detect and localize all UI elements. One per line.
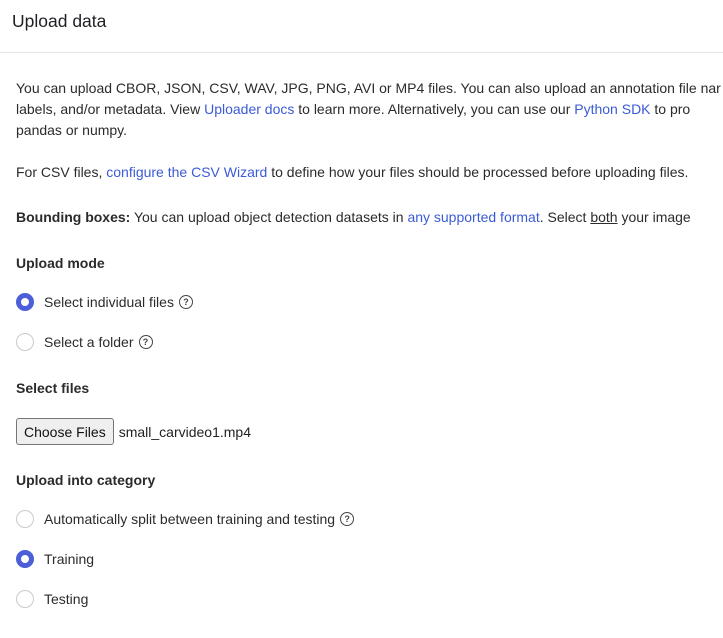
csv-text: to define how your files should be processed before uploading files.: [267, 164, 689, 180]
radio-select-folder[interactable]: [16, 331, 153, 353]
radio-label: Automatically split between training and testing: [44, 511, 336, 527]
bbox-text: . Select: [539, 209, 591, 225]
radio-button[interactable]: [16, 293, 34, 311]
bbox-text: You can upload object detection datasets in: [130, 209, 408, 225]
radio-label: Select individual files: [44, 294, 174, 310]
intro-paragraph: [16, 78, 721, 141]
radio-label: Training: [44, 551, 95, 567]
radio-button[interactable]: [16, 333, 34, 351]
select-files-label: Select files: [16, 380, 90, 396]
help-icon[interactable]: ?: [179, 295, 193, 309]
help-icon[interactable]: ?: [340, 512, 354, 526]
radio-select-individual-files[interactable]: [16, 291, 193, 313]
intro-text: labels, and/or metadata. View: [16, 101, 205, 117]
radio-label: Select a folder: [44, 334, 134, 350]
page-title: Upload data: [12, 11, 107, 31]
intro-text: to pro: [650, 101, 691, 117]
choose-files-button[interactable]: Choose Files: [16, 418, 114, 445]
bounding-boxes-label: Bounding boxes:: [16, 209, 131, 225]
radio-button[interactable]: [16, 510, 34, 528]
radio-testing[interactable]: [16, 588, 88, 610]
intro-line-1: You can upload CBOR, JSON, CSV, WAV, JPG, PNG, AVI or MP4 files. You can also upload an annotation file nar: [16, 80, 721, 96]
intro-line-2: [16, 99, 721, 120]
radio-button[interactable]: [16, 550, 34, 568]
csv-wizard-link[interactable]: configure the CSV Wizard: [106, 164, 268, 180]
intro-text: to learn more. Alternatively, you can use our: [294, 101, 575, 117]
upload-category-label: Upload into category: [16, 472, 156, 488]
help-icon[interactable]: ?: [139, 335, 153, 349]
selected-file-name: small_carvideo1.mp4: [118, 423, 251, 440]
csv-paragraph: [16, 162, 688, 183]
radio-button[interactable]: [16, 590, 34, 608]
radio-automatic-split[interactable]: [16, 508, 354, 530]
bbox-text: your image: [617, 209, 691, 225]
upload-form: [16, 78, 723, 638]
python-sdk-link[interactable]: Python SDK: [574, 101, 651, 117]
bounding-boxes-paragraph: [16, 207, 691, 228]
file-picker: [16, 418, 251, 445]
uploader-docs-link[interactable]: Uploader docs: [204, 101, 295, 117]
radio-label: Testing: [44, 591, 89, 607]
supported-format-link[interactable]: any supported format: [407, 209, 540, 225]
intro-line-3: pandas or numpy.: [16, 122, 128, 138]
upload-mode-label: Upload mode: [16, 255, 105, 271]
page-header: [0, 0, 723, 53]
bbox-both-text: both: [590, 209, 618, 225]
radio-training[interactable]: [16, 548, 94, 570]
csv-text: For CSV files,: [16, 164, 107, 180]
